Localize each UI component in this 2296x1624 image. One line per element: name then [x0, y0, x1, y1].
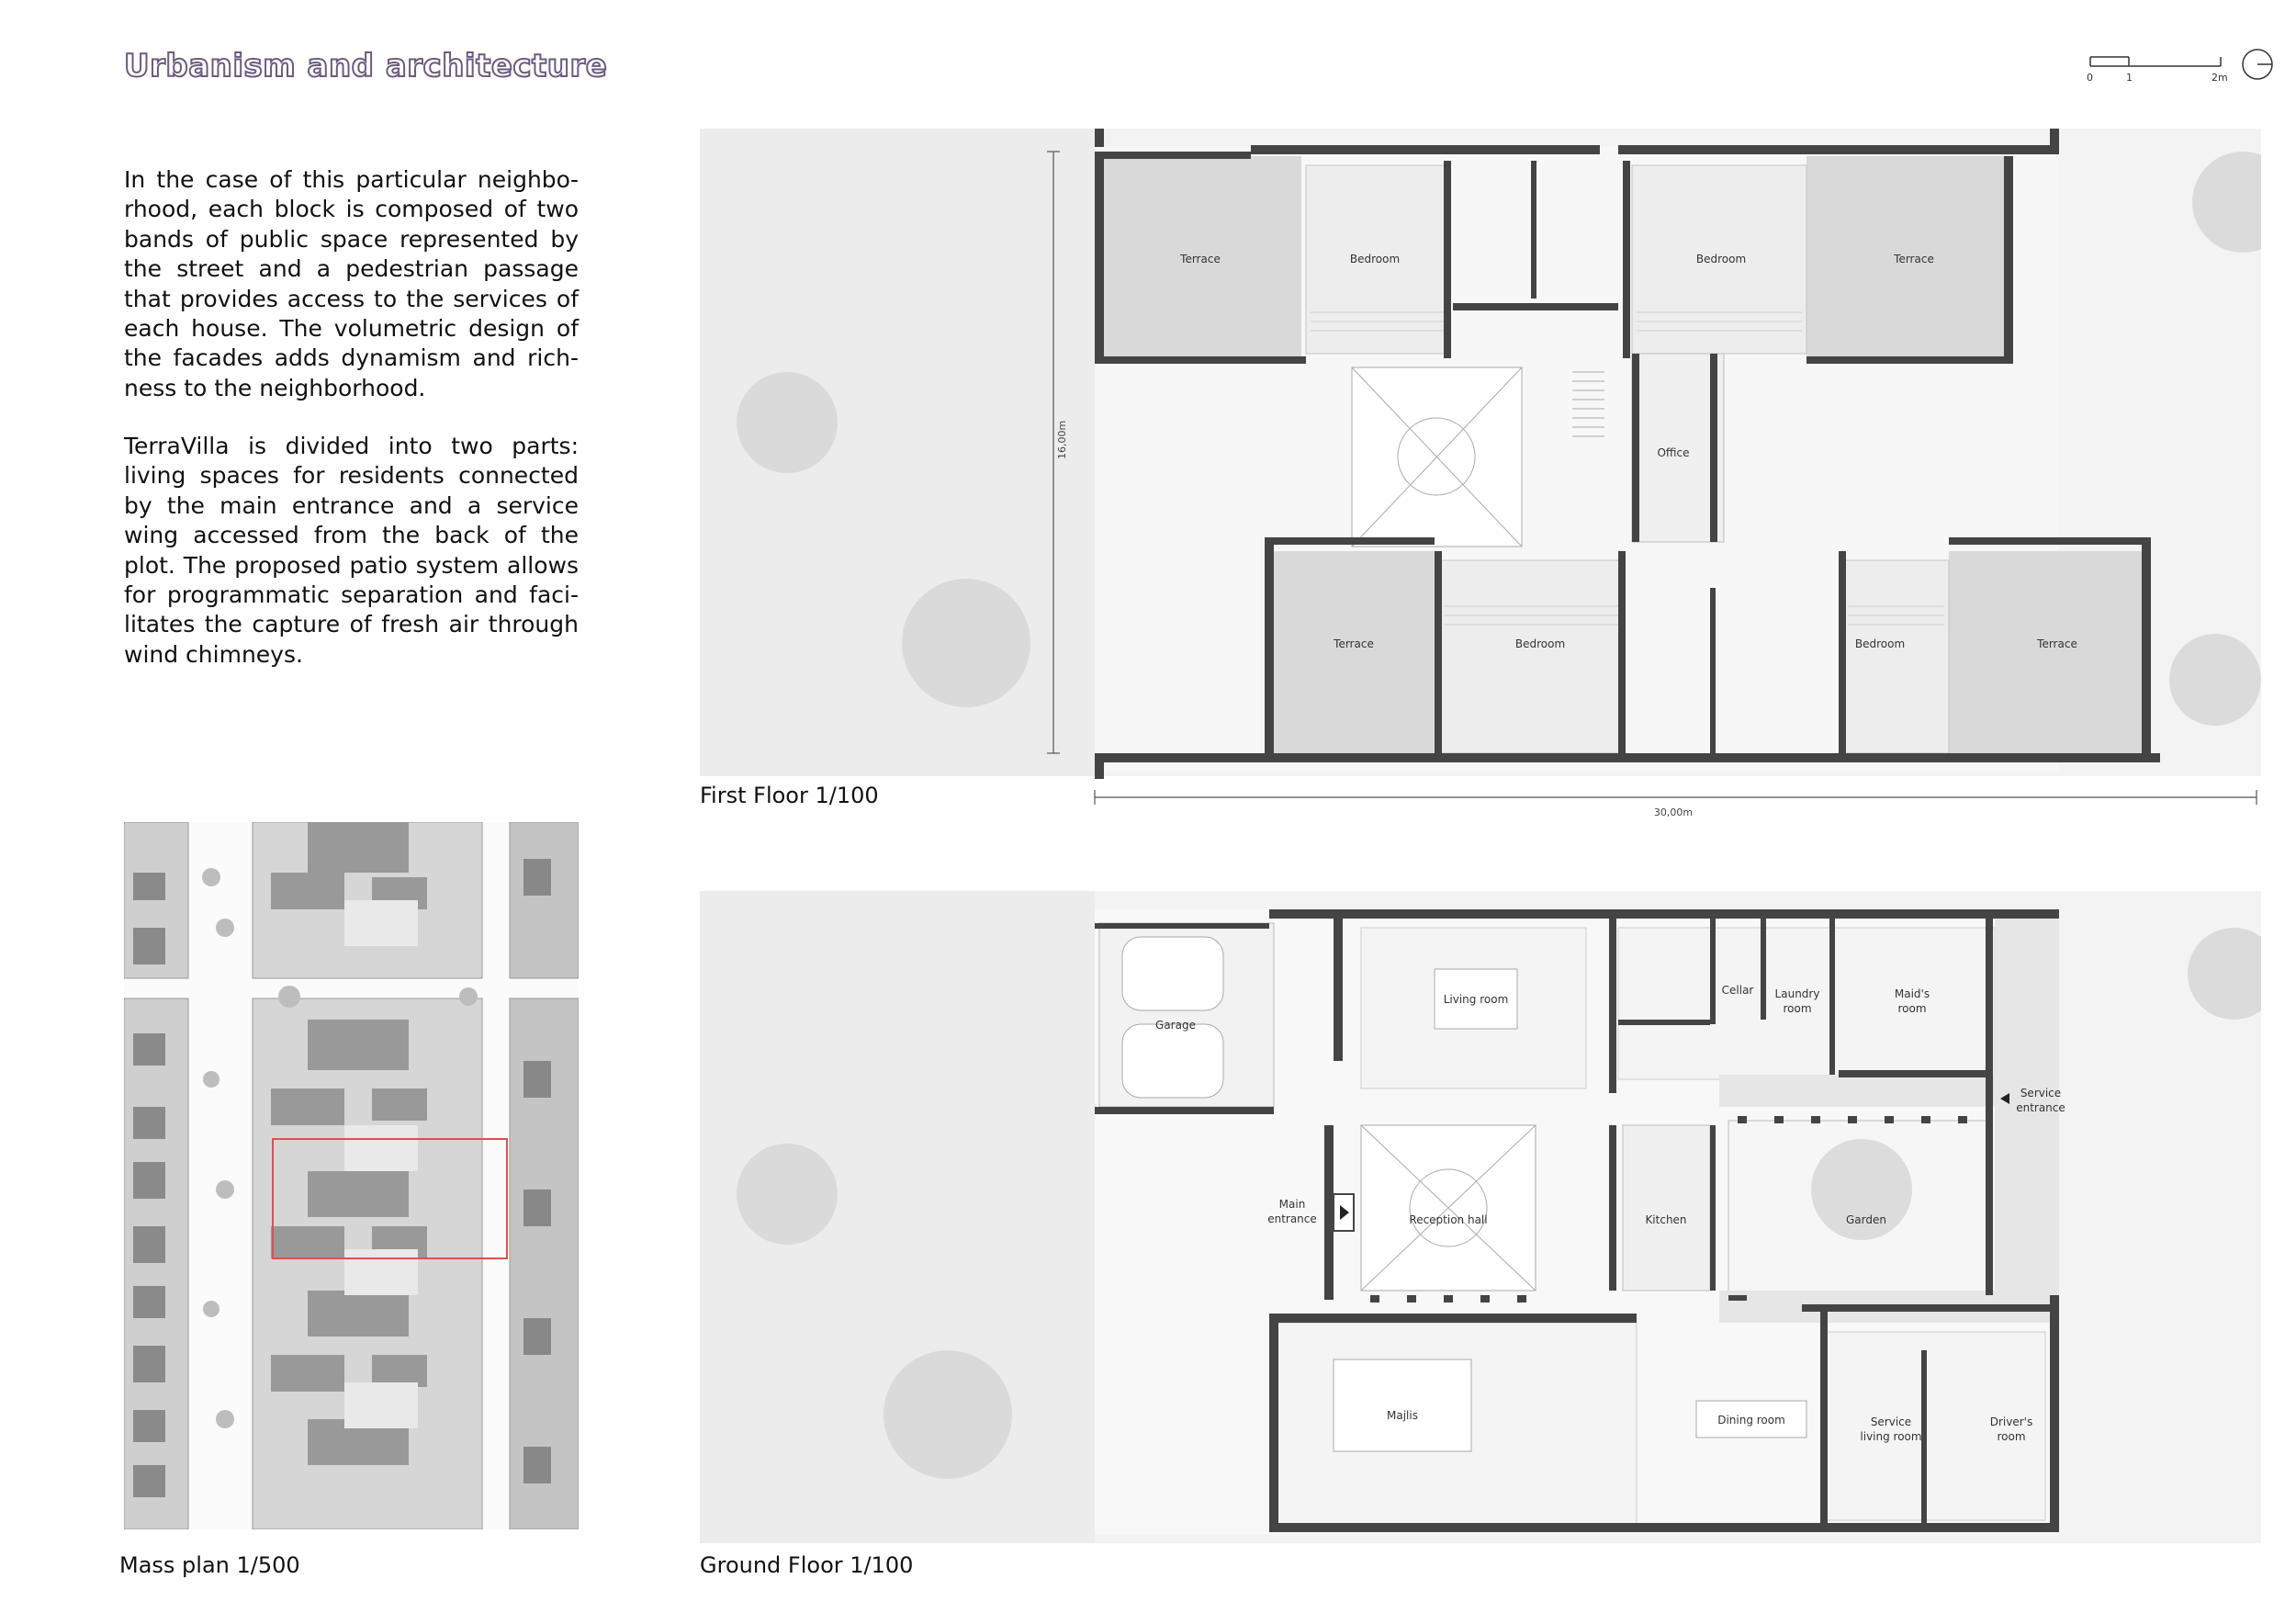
gf-garage: Garage — [1155, 1019, 1196, 1032]
ff-bedroom-3: Bedroom — [1514, 637, 1566, 650]
description-paragraph-2: TerraVilla is divided into two parts: living spaces for residents connected by the main entrance and a service wing accessed from the back of the plot. The proposed patio system allows for programmatic separation and facilitates the capture of fresh air through wind chimneys. — [124, 433, 579, 668]
gf-laundry-1: Laundry — [1774, 987, 1820, 1000]
gf-main-entrance-2: entrance — [1267, 1212, 1317, 1225]
scale-bar — [2085, 46, 2278, 92]
gf-maids-1: Maid's — [1894, 987, 1930, 1000]
ff-terrace-1: Terrace — [1180, 253, 1221, 265]
ff-terrace-2: Terrace — [1894, 253, 1934, 265]
ff-bedroom-4: Bedroom — [1854, 637, 1906, 650]
gf-reception-hall: Reception hall — [1409, 1213, 1488, 1226]
gf-kitchen: Kitchen — [1645, 1213, 1687, 1226]
page-title: Urbanism and architecture — [124, 48, 608, 85]
description-paragraph-1: In the case of this particular neighborhood, each block is composed of two bands of public space represented by the street and a pedestrian passage that provides access to the services of each house. The volumetric design of the facades adds dynamism and richness to the neighborhood. — [124, 166, 579, 401]
ff-terrace-4: Terrace — [2037, 637, 2077, 650]
gf-living-room: Living room — [1443, 993, 1509, 1006]
gf-dining-room: Dining room — [1717, 1414, 1785, 1427]
gf-drivers-2: room — [1997, 1430, 2026, 1443]
scale-0: 0 — [2087, 72, 2093, 84]
first-floor-caption: First Floor 1/100 — [700, 783, 879, 808]
ground-floor-caption: Ground Floor 1/100 — [700, 1552, 914, 1578]
gf-drivers-1: Driver's — [1989, 1415, 2033, 1428]
gf-main-entrance-1: Main — [1278, 1198, 1306, 1211]
mass-plan — [124, 822, 579, 1529]
ff-terrace-3: Terrace — [1334, 637, 1374, 650]
scale-2m: 2m — [2212, 72, 2228, 84]
first-floor-plan — [700, 129, 2261, 827]
ff-office: Office — [1657, 446, 1690, 459]
gf-cellar: Cellar — [1721, 984, 1754, 997]
gf-service-entrance-2: entrance — [2016, 1101, 2065, 1114]
ground-floor-plan — [700, 891, 2261, 1552]
mass-plan-caption: Mass plan 1/500 — [119, 1552, 300, 1578]
dimension-width: 30,00m — [1653, 806, 1694, 818]
gf-majlis: Majlis — [1387, 1409, 1418, 1422]
gf-service-entrance-1: Service — [2020, 1087, 2062, 1100]
scale-1: 1 — [2126, 72, 2133, 84]
ff-bedroom-2: Bedroom — [1695, 253, 1747, 265]
gf-service-living-1: Service — [1870, 1415, 1912, 1428]
gf-garden: Garden — [1846, 1213, 1886, 1226]
gf-maids-2: room — [1897, 1002, 1927, 1015]
gf-laundry-2: room — [1783, 1002, 1812, 1015]
ff-bedroom-1: Bedroom — [1349, 253, 1401, 265]
dimension-height: 16,00m — [1056, 420, 1068, 459]
gf-service-living-2: living room — [1860, 1430, 1922, 1443]
